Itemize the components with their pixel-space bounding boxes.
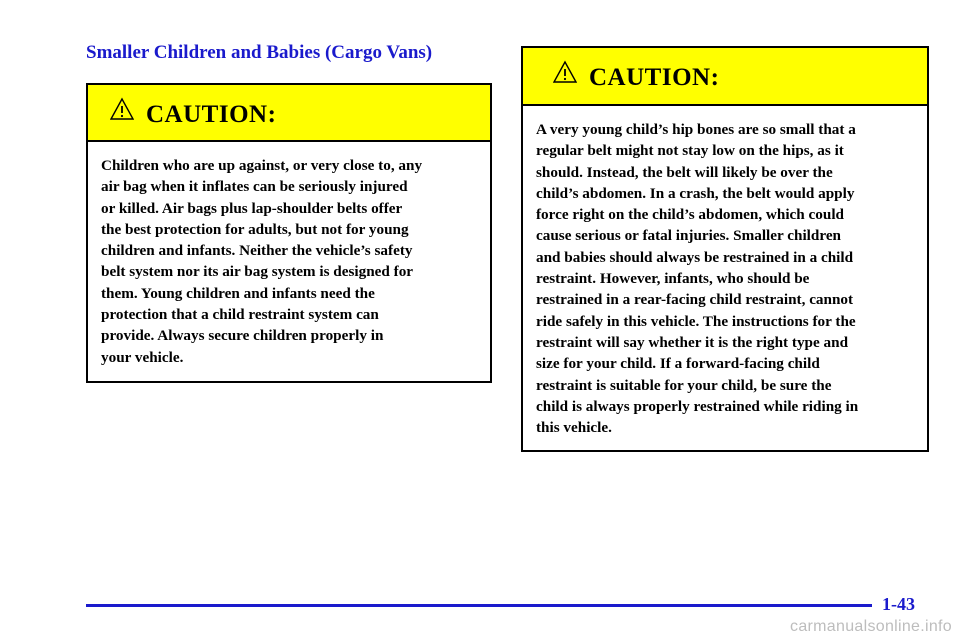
caution-line: air bag when it inflates can be seriously injured — [101, 178, 408, 196]
caution-title: CAUTION: — [146, 101, 277, 128]
page-number: 1-43 — [882, 594, 915, 614]
warning-triangle-icon — [553, 60, 577, 84]
caution-line: A very young child’s hip bones are so small that a — [536, 121, 856, 138]
caution-line: belt system nor its air bag system is designed for — [101, 263, 414, 281]
caution-line: child’s abdomen. In a crash, the belt would apply — [536, 184, 855, 202]
caution-line: or killed. Air bags plus lap-shoulder belts offer — [101, 199, 403, 217]
caution-line: restrained in a rear-facing child restraint, cannot — [536, 291, 854, 309]
caution-line: your vehicle. — [101, 348, 184, 366]
caution-box-left — [86, 83, 492, 383]
caution-line: restraint will say whether it is the right type and — [536, 333, 849, 351]
caution-line: children and infants. Neither the vehicle’s safety — [101, 242, 413, 260]
caution-line: Children who are up against, or very close to, any — [101, 157, 423, 174]
caution-line: force right on the child’s abdomen, which could — [536, 206, 844, 224]
caution-line: provide. Always secure children properly in — [101, 327, 384, 345]
section-heading: Smaller Children and Babies (Cargo Vans) — [86, 42, 433, 63]
caution-line: restraint is suitable for your child, be sure the — [536, 376, 832, 394]
caution-line: should. Instead, the belt will likely be over the — [536, 163, 833, 181]
caution-line: cause serious or fatal injuries. Smaller children — [536, 227, 842, 245]
caution-line: them. Young children and infants need the — [101, 284, 375, 302]
caution-line: regular belt might not stay low on the hips, as it — [536, 142, 844, 160]
caution-line: and babies should always be restrained in a child — [536, 248, 854, 266]
caution-line: child is always properly restrained while riding in — [536, 397, 859, 415]
caution-line: restraint. However, infants, who should be — [536, 270, 810, 288]
watermark: carmanualsonline.info — [790, 618, 952, 635]
caution-line: the best protection for adults, but not for young — [101, 220, 409, 238]
footer-rule — [86, 604, 872, 607]
caution-header — [523, 48, 927, 106]
warning-triangle-icon — [110, 97, 134, 121]
caution-text — [523, 106, 927, 438]
caution-line: this vehicle. — [536, 419, 612, 437]
caution-line: ride safely in this vehicle. The instructions for the — [536, 312, 856, 330]
caution-box-right — [521, 46, 929, 452]
caution-line: size for your child. If a forward-facing child — [536, 355, 820, 373]
caution-line: protection that a child restraint system can — [101, 306, 379, 324]
caution-text — [88, 142, 490, 368]
caution-header — [88, 85, 490, 142]
caution-title: CAUTION: — [589, 64, 720, 91]
